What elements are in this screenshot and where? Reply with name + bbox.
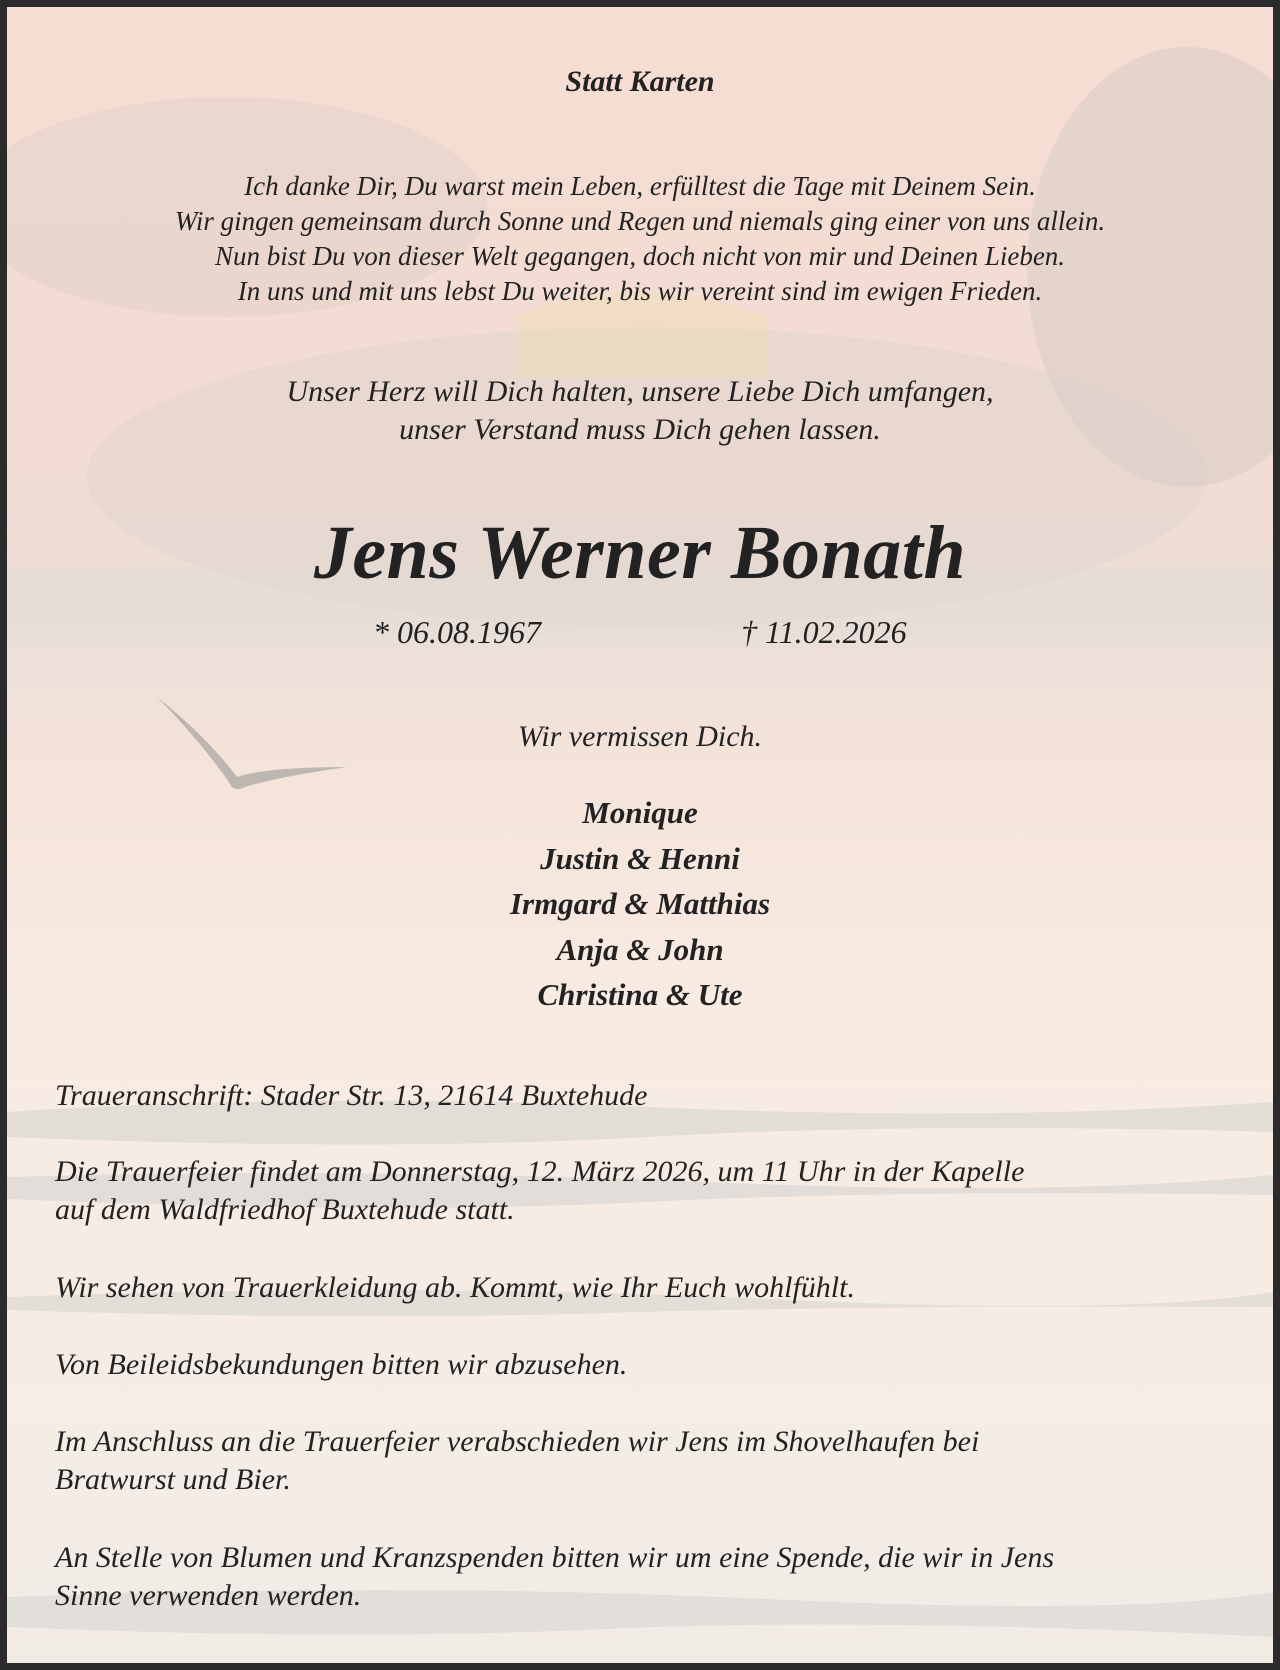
reception-line: Bratwurst und Bier. bbox=[55, 1463, 291, 1496]
poem-line: Nun bist Du von dieser Welt gegangen, doch nicht von mir und Deinen Lieben. bbox=[214, 241, 1066, 271]
verse-line: unser Verstand muss Dich gehen lassen. bbox=[399, 413, 881, 446]
obituary-content bbox=[7, 7, 1273, 1663]
dress-code-notice: Wir sehen von Trauerkleidung ab. Kommt, wie Ihr Euch wohlfühlt. bbox=[55, 1271, 855, 1304]
death-date: † 11.02.2026 bbox=[741, 614, 907, 650]
donation-line: Sinne verwenden werden. bbox=[55, 1579, 362, 1612]
poem-line: Wir gingen gemeinsam durch Sonne und Regen und niemals ging einer von uns allein. bbox=[174, 206, 1106, 236]
mourning-address: Traueranschrift: Stader Str. 13, 21614 Buxtehude bbox=[55, 1079, 648, 1112]
poem-block bbox=[7, 169, 1273, 309]
donation-line: An Stelle von Blumen und Kranzspenden bitten wir um eine Spende, die wir in Jens bbox=[55, 1541, 1054, 1574]
verse-line: Unser Herz will Dich halten, unsere Liebe Dich umfangen, bbox=[286, 375, 994, 408]
donation-notice bbox=[55, 1539, 1245, 1615]
family-list bbox=[7, 790, 1273, 1018]
birth-date: * 06.08.1967 bbox=[373, 614, 541, 650]
ceremony-line: Die Trauerfeier findet am Donnerstag, 12. März 2026, um 11 Uhr in der Kapelle bbox=[55, 1155, 1025, 1188]
family-member: Justin & Henni bbox=[540, 840, 740, 876]
poem-line: In uns und mit uns lebst Du weiter, bis wir vereint sind im ewigen Frieden. bbox=[237, 276, 1043, 306]
condolence-notice: Von Beileidsbekundungen bitten wir abzusehen. bbox=[55, 1348, 628, 1381]
miss-you-line: Wir vermissen Dich. bbox=[517, 720, 763, 753]
family-member: Christina & Ute bbox=[537, 977, 743, 1012]
poem-line: Ich danke Dir, Du warst mein Leben, erfülltest die Tage mit Deinem Sein. bbox=[244, 171, 1036, 201]
ceremony-line: auf dem Waldfriedhof Buxtehude statt. bbox=[55, 1193, 515, 1226]
statt-karten-heading: Statt Karten bbox=[565, 65, 715, 98]
second-verse bbox=[7, 373, 1273, 449]
ceremony-notice bbox=[55, 1153, 1245, 1229]
deceased-name: Jens Werner Bonath bbox=[313, 511, 967, 595]
family-member: Monique bbox=[582, 795, 698, 830]
reception-notice bbox=[55, 1423, 1245, 1499]
family-member: Irmgard & Matthias bbox=[509, 886, 771, 921]
family-member: Anja & John bbox=[556, 931, 724, 967]
reception-line: Im Anschluss an die Trauerfeier verabschieden wir Jens im Shovelhaufen bei bbox=[55, 1425, 980, 1458]
